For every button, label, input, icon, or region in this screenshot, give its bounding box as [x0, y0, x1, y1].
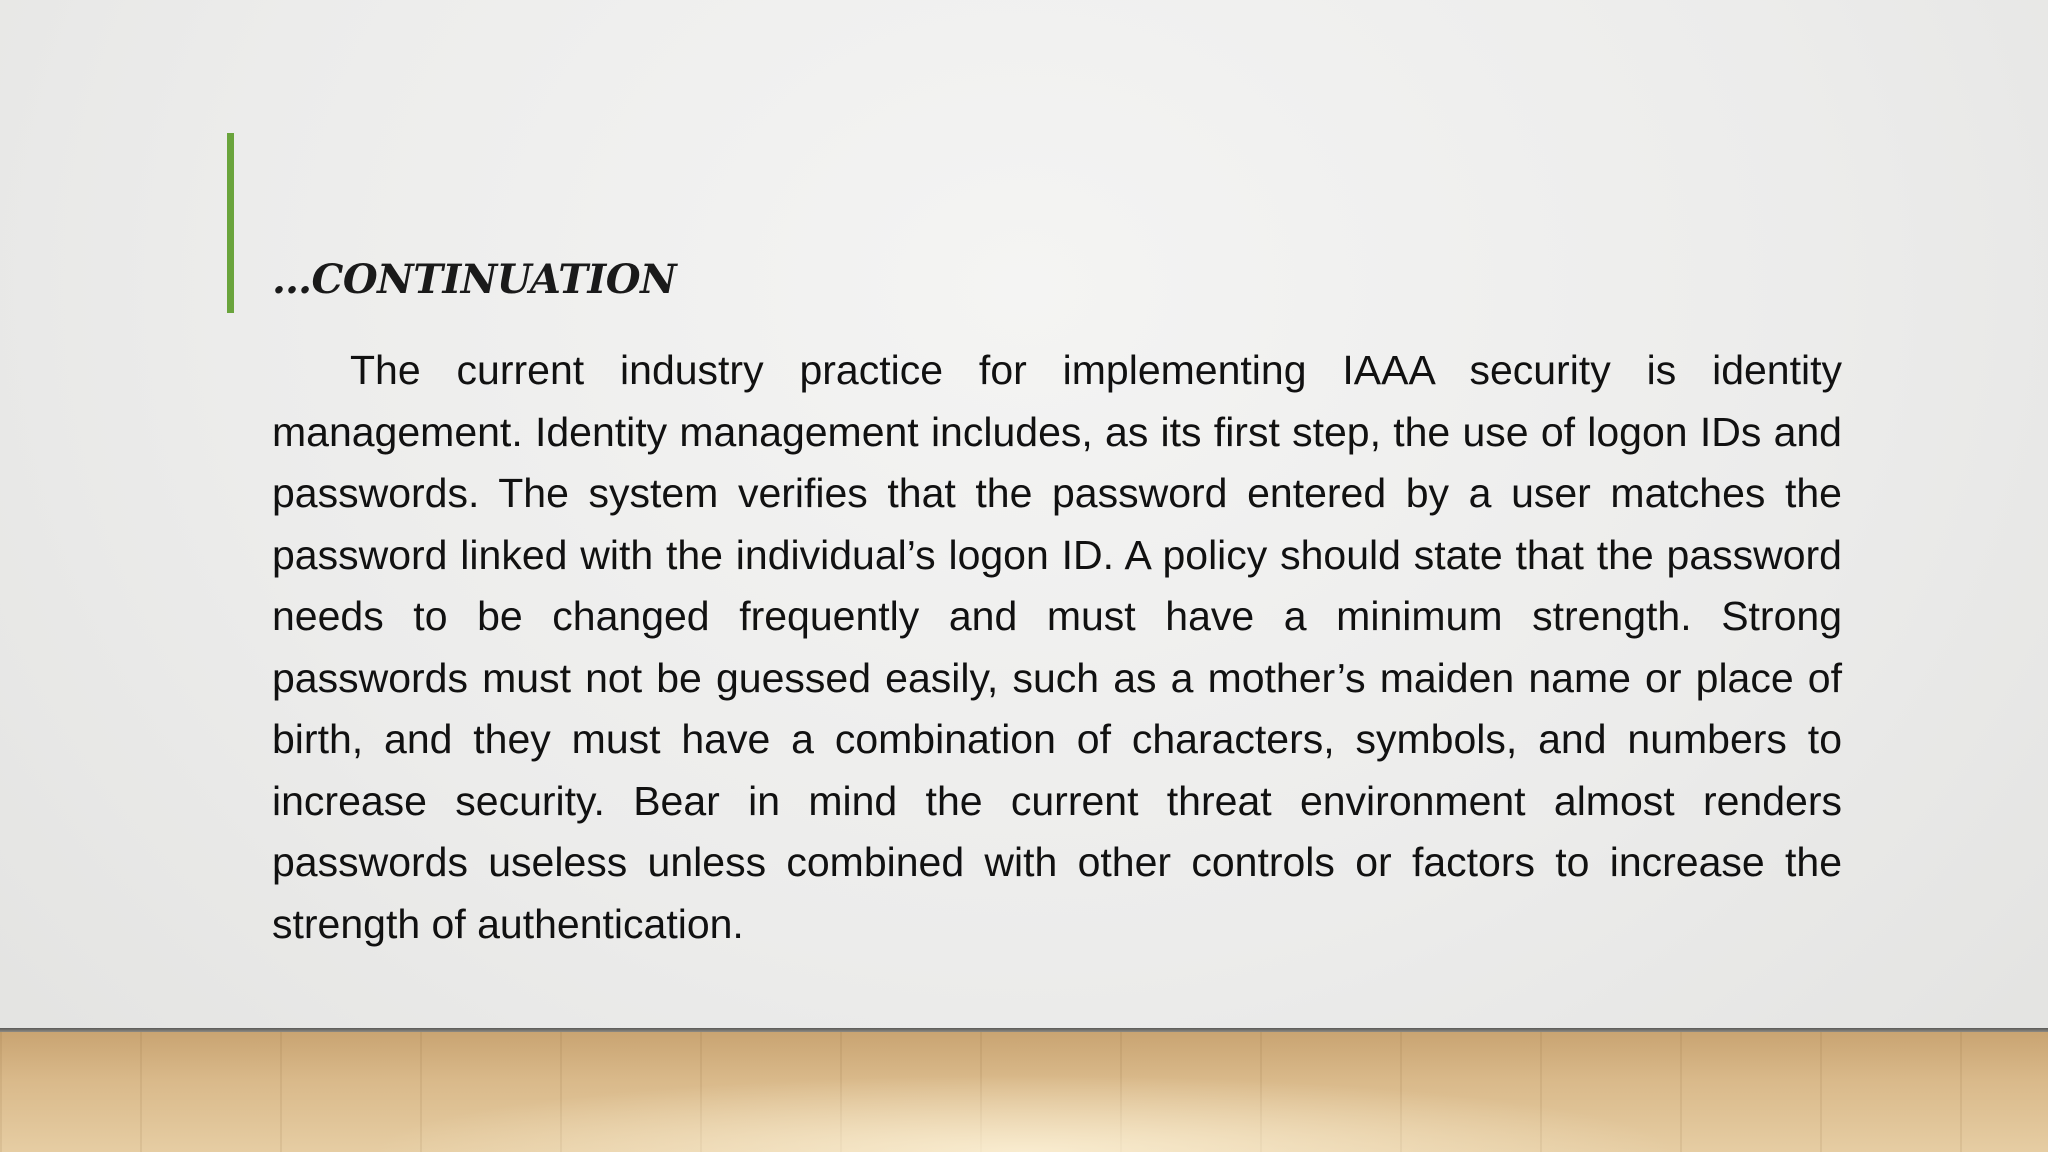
slide-title: …CONTINUATION — [272, 256, 677, 303]
accent-bar — [227, 133, 234, 313]
wooden-floor-image — [0, 1032, 2048, 1152]
slide-body-text: The current industry practice for implementing IAAA security is identity management. Identity management includes, as its first step, the use of logon IDs and passwords. The system verifies that the password entered by a user matches the password linked with the individual’s logon ID. A policy should state that the password needs to be changed frequently and must have a minimum strength. Strong passwords must not be guessed easily, such as a mother’s maiden name or place of birth, and they must have a combination of characters, symbols, and numbers to increase security. Bear in mind the current threat environment almost renders passwords useless unless combined with other controls or factors to increase the strength of authentication. — [272, 347, 1842, 947]
